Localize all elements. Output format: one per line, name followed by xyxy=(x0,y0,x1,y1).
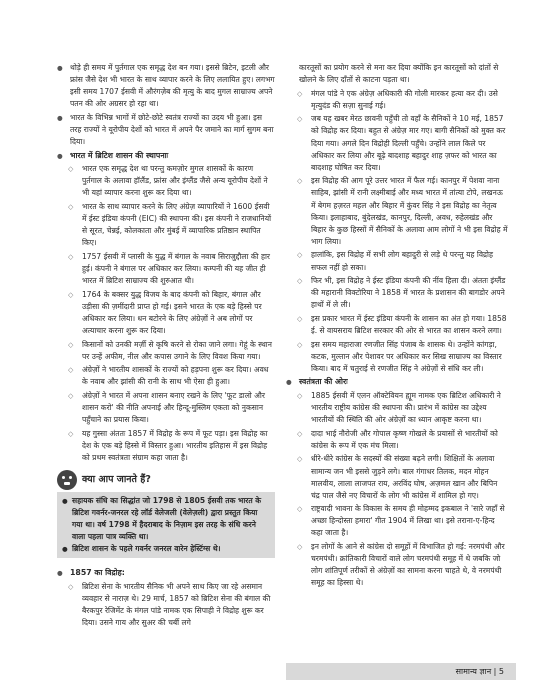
left-column xyxy=(57,62,275,631)
diamond-bullet-icon: ◇ xyxy=(297,314,303,323)
diamond-bullet-icon: ◇ xyxy=(297,277,303,286)
sub-item: ◇ इस समय महाराजा रणजीत सिंह पंजाब के शासक थे। उन्होंने कांगड़ा, कटक, मुल्तान और पेशावर पर अधिकार कर सिख साम्राज्य का विस्तार किया। बाद में चतुराई से रणजीत सिंह ने अंग्रेज़ों से संधि कर ली। xyxy=(297,339,502,373)
sub-item: ◇ धीरे-धीरे कांग्रेस के सदस्यों की संख्या बढ़ने लगी। शिक्षितों के अलावा सामान्य जन भी इससे जुड़ने लगे। बाल गंगाधर तिलक, मदन मोहन मालवीय, लाला लाजपत राय, अरविंद घोष, अज़मल खान और बिपिन चंद्र पाल जैसे नए विचारों के लोग भी कांग्रेस में शामिल हो गए। xyxy=(297,454,498,500)
sub-item: ◇ जब यह खबर मेरठ छावनी पहुँची तो वहाँ के सैनिकों ने 10 मई, 1857 को विद्रोह कर दिया। बहुत से अंग्रेज़ मार गए। बागी सैनिकों को मुक्त कर दिया गया। अगले दिन विद्रोही दिल्ली पहुँचे। उन्होंने लाल किले पर अधिकार कर लिया और बूढ़े बादशाह बहादुर शाह ज़फर को भारत का बादशाह घोषित कर दिया। xyxy=(297,114,506,172)
diamond-bullet-icon: ◇ xyxy=(297,340,303,349)
bullet-icon: ● xyxy=(57,113,63,122)
diamond-bullet-icon: ◇ xyxy=(68,165,74,174)
sub-item: ◇ मंगल पांडे ने एक अंग्रेज़ अधिकारी की गोली मारकर हत्या कर दी। उसे मृत्युदंड की सज़ा सुनाई गई। xyxy=(297,88,498,110)
sub-item: ◇ हालांकि, इस विद्रोह में सभी लोग बहादुरी से लड़े थे परन्तु यह विद्रोह सफल नहीं हो सका। xyxy=(297,250,493,272)
diamond-bullet-icon: ◇ xyxy=(297,429,303,438)
diamond-bullet-icon: ◇ xyxy=(297,251,303,260)
sub-item: ◇ फिर भी, इस विद्रोह ने ईस्ट इंडिया कंपनी की नींव हिला दी। अंततः इंग्लैंड की महारानी विक्टोरिया ने 1858 में भारत के प्रशासन की बागडोर अपने हाथों में ले ली। xyxy=(297,276,506,310)
sub-item: ◇ इस प्रकार भारत में ईस्ट इंडिया कंपनी के शासन का अंत हो गया। 1858 ई. से वायसराय ब्रिटिश सरकार की ओर से भारत का शासन करने लगा। xyxy=(297,313,507,335)
diamond-bullet-icon: ◇ xyxy=(68,290,74,299)
diamond-bullet-icon: ◇ xyxy=(68,340,74,349)
diamond-bullet-icon: ◇ xyxy=(68,429,74,438)
did-you-know-item: ● सहायक संधि का सिद्धांत जो 1798 से 1805 ईसवी तक भारत के ब्रिटिश गवर्नर-जनरल रहे लॉर्ड वेलेजली (वेलेज़ली) द्वारा प्रस्तुत किया गया था। वर्ष 1798 में हैदराबाद के निज़ाम इस तरह के संधि करने वाला पहला पात्र व्यक्ति था। xyxy=(62,496,262,542)
diamond-bullet-icon: ◇ xyxy=(68,391,74,400)
did-you-know-title: क्या आप जानते हैं? xyxy=(57,470,275,490)
sub-item: ◇ दादा भाई नौरोजी और गोपाल कृष्ण गोखले के प्रयासों से भारतीयों को कांग्रेस के रूप में एक मंच मिला। xyxy=(297,428,498,450)
bullet-icon: ● xyxy=(62,497,68,505)
diamond-bullet-icon: ◇ xyxy=(297,391,303,400)
sub-item: ◇ भारत के साथ व्यापार करने के लिए अंग्रेज़ व्यापारियों ने 1600 ईसवी में ईस्ट इंडिया कंपनी (EIC) की स्थापना की। इस कंपनी ने राजधानियों से सूरत, चेन्नई, कोलकाता और मुंबई में व्यापारिक प्रतिष्ठान स्थापित किए। xyxy=(68,202,272,248)
diamond-bullet-icon: ◇ xyxy=(297,177,303,186)
sub-item: ◇ राष्ट्रवादी भावना के विकास के समय ही मोहम्मद इकबाल ने 'सारे जहाँ से अच्छा हिन्दोस्ता हमारा' गीत 1904 में लिखा था। इसे तराना-ए-हिन्द कहा जाता है। xyxy=(297,504,505,538)
diamond-bullet-icon: ◇ xyxy=(68,203,74,212)
diamond-bullet-icon: ◇ xyxy=(68,252,74,261)
did-you-know-body xyxy=(57,492,275,558)
skull-icon xyxy=(57,470,77,490)
section-heading: ● स्वतंत्रता की ओरः xyxy=(286,376,508,388)
sub-item: कारतूसों का प्रयोग करने से मना कर दिया क्योंकि इन कारतूसों को दांतों से खोलने के लिए दाँतों से काटना पड़ता था। xyxy=(299,63,499,85)
diamond-bullet-icon: ◇ xyxy=(68,583,74,592)
bullet-icon: ● xyxy=(57,151,63,160)
sub-item: ◇ 1885 ईसवी में एलन ऑक्टेवियन ह्यूम नामक एक ब्रिटिश अधिकारी ने भारतीय राष्ट्रीय कांग्रेस की स्थापना की। प्रारंभ में कांग्रेस का उद्देश्य भारतीयों की स्थिति की ओर अंग्रेज़ों का ध्यान आकृष्ट करना था। xyxy=(297,390,501,425)
sub-item: ◇ किसानों को उनकी मर्ज़ी से कृषि करने से रोका जाने लगा। गेहूं के स्थान पर उन्हें अफीम, नील और कपास उगाने के लिए विवश किया गया। xyxy=(68,339,272,361)
page-footer xyxy=(286,663,516,680)
sub-item: ◇ इन लोगों के आने से कांग्रेस दो समूहों में विभाजित हो गई: नरमपंथी और चरमपंथी। क्रांतिकारी विचारों वाले लोग चरमपंथी समूह में थे जबकि जो लोग शांतिपूर्ण तरीकों से अंग्रेज़ों का सामना करना चाहते थे, वे नरमपंथी समूह का हिस्सा थे। xyxy=(297,542,505,588)
did-you-know-box xyxy=(57,470,275,561)
diamond-bullet-icon: ◇ xyxy=(297,115,303,124)
bullet-icon: ● xyxy=(57,64,63,72)
diamond-bullet-icon: ◇ xyxy=(297,543,303,552)
sub-item: ◇ यह गुस्सा अंततः 1857 में विद्रोह के रूप में फूट पड़ा। इस विद्रोह का देश के एक बड़े हिस्से में विस्तार हुआ। भारतीय इतिहास में इस विद्रोह को प्रथम स्वतंत्रता संग्राम कहा जाता है। xyxy=(68,428,268,462)
diamond-bullet-icon: ◇ xyxy=(297,455,303,464)
right-column xyxy=(286,62,508,591)
bullet-icon: ● xyxy=(62,545,68,554)
page-number-label: सामान्य ज्ञान | 5 xyxy=(455,667,504,676)
sub-item: ◇ ब्रिटिश सेना के भारतीय सैनिक भी अपने साथ किए जा रहे असमान व्यवहार से नाराज़ थे। 29 मार्च, 1857 को ब्रिटिश सेना की बंगाल की बैरकपुर रेजिमेंट के मंगल पांडे नामक एक सिपाही ने विद्रोह शुरू कर दिया। उसने गाय और सुअर की चर्बी लगे xyxy=(68,582,271,628)
section-heading: ● 1857 का विद्रोह: xyxy=(57,567,275,579)
diamond-bullet-icon: ◇ xyxy=(297,505,303,514)
sub-item: ◇ भारत एक समृद्ध देश था परन्तु कमज़ोर मुगल शासकों के कारण पुर्तगाल के अलावा हॉलैंड, फ्रांस और इंग्लैंड जैसे अन्य यूरोपीय देशों ने भी यहां व्यापार करना शुरू कर दिया था। xyxy=(68,164,268,198)
sub-item: ◇ अंग्रेज़ों ने भारत में अपना शासन बनाए रखने के लिए 'फूट डालो और शासन करो' की नीति अपनाई और हिन्दू-मुस्लिम एकता को नुकसान पहुँचाने का प्रयास किया। xyxy=(68,390,265,425)
diamond-bullet-icon: ◇ xyxy=(68,366,74,375)
did-you-know-item: ● ब्रिटिश शासन के पहले गवर्नर जनरल वारेन हेस्टिंग्स थे। xyxy=(61,543,269,555)
bullet-icon: ● xyxy=(286,378,292,387)
sub-item: ◇ इस विद्रोह की आग पूरे उत्तर भारत में फैल गई। कानपुर में पेशवा नाना साहिब, झांसी में रानी लक्ष्मीबाई और मध्य भारत में तांत्या टोपे, लखनऊ में बेगम हज़रत महल और बिहार में कुंवर सिंह ने इस विद्रोह का नेतृत्व किया। इलाहाबाद, बुंदेलखंड, कानपुर, दिल्ली, अवध, रुहेलखंड और बिहार के कुछ हिस्सों में सैनिकों के अलावा आम लोगों ने भी इस विद्रोह में भाग लिया। xyxy=(297,176,508,246)
paragraph-item: ● भारत के विभिन्न भागों में छोटे-छोटे स्वतंत्र राज्यों का उदय भी हुआ। इस तरह राज्यों ने यूरोपीय देशों को भारत में अपने पैर जमाने का मार्ग सुगम बना दिया। xyxy=(57,112,274,147)
bullet-icon: ● xyxy=(57,569,63,578)
sub-item: ◇ 1757 ईसवी में प्लासी के युद्ध में बंगाल के नवाब सिराजुद्दौला की हार हुई। कंपनी ने बंगाल पर अधिकार कर लिया। कम्पनी की यह जीत ही भारत में ब्रिटिश साम्राज्य की शुरुआत थी। xyxy=(68,251,271,286)
paragraph-item: ● थोड़े ही समय में पुर्तगाल एक समृद्ध देश बन गया। इससे ब्रिटेन, इटली और फ्रांस जैसे देश भी भारत के साथ व्यापार करने के लिए ललायित हुए। लगभग इसी समय 1707 ईसवी में औरंगज़ेब की मृत्यु के बाद मुगल साम्राज्य अपने पतन की ओर अग्रसर हो रहा था। xyxy=(57,63,275,109)
diamond-bullet-icon: ◇ xyxy=(297,89,303,98)
sub-item: ◇ अंग्रेज़ों ने भारतीय शासकों के राज्यों को हड़पना शुरू कर दिया। अवध के नवाब और झांसी की रानी के साथ भी ऐसा ही हुआ। xyxy=(68,365,269,387)
sub-item: ◇ 1764 के बक्सर युद्ध विजय के बाद कंपनी को बिहार, बंगाल और उड़ीसा की ज़मींदारी प्राप्त हो गई। इसने भारत के एक बड़े हिस्से पर अधिकार कर लिया। धन बटोरने के लिए अंग्रेज़ों ने अब लोगों पर अत्याचार करना शुरू कर दिया। xyxy=(68,289,262,335)
section-heading: ● भारत में ब्रिटिश शासन की स्थापनाः xyxy=(57,150,275,162)
